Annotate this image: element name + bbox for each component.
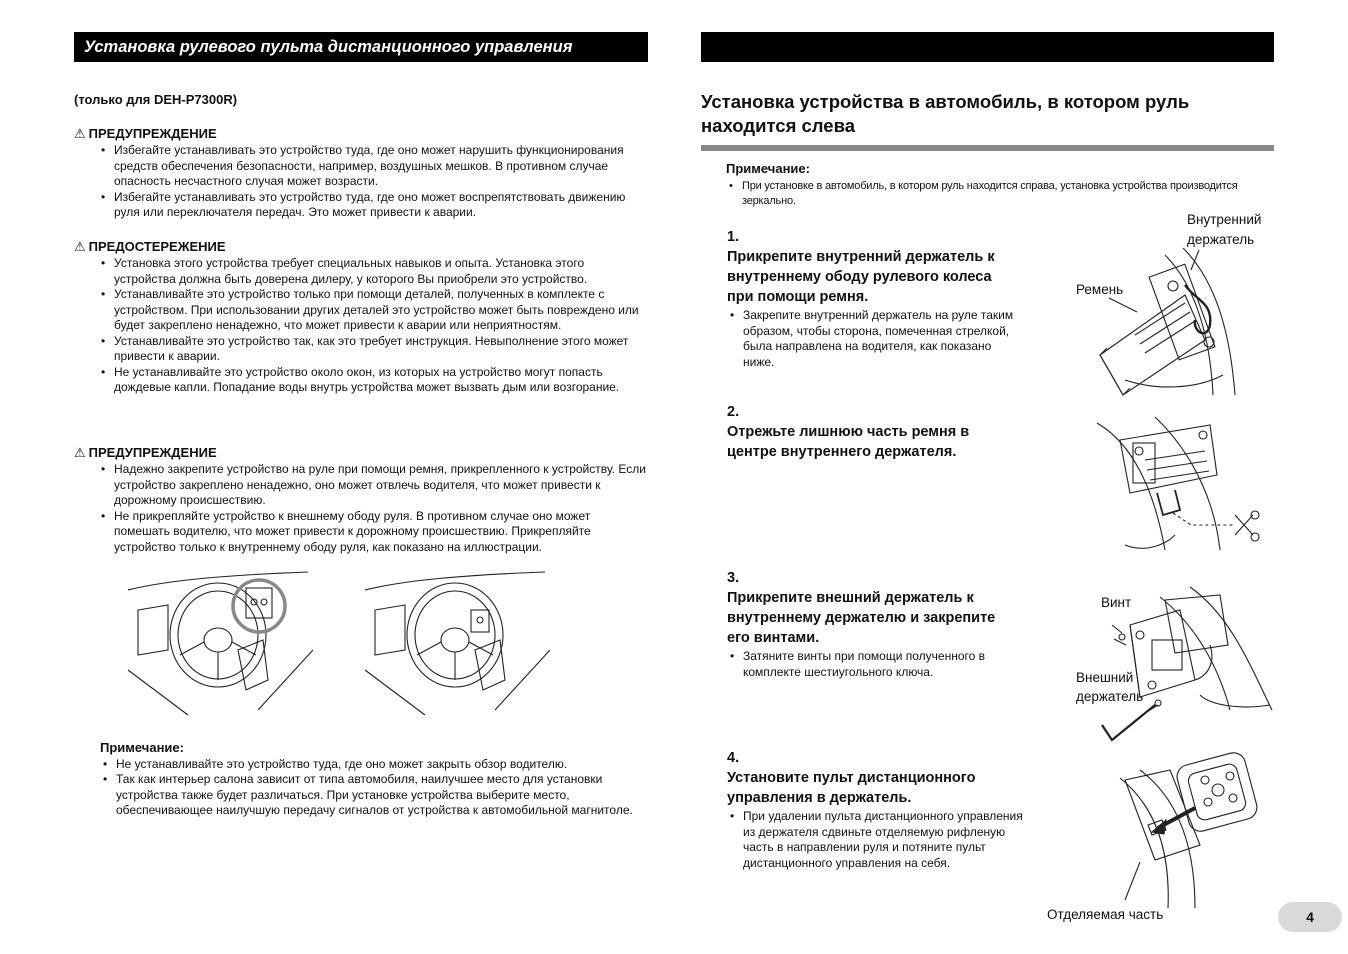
label-strap: Ремень — [1076, 282, 1124, 297]
step-number: 2. — [727, 404, 740, 420]
warning-title-1: ПРЕДУПРЕЖДЕНИЕ — [88, 126, 217, 141]
list-item: • Устанавливайте это устройство так, как это требует инструкция. Невыполнение этого может привести к аварии. — [98, 334, 648, 365]
warning-title-2: ПРЕДУПРЕЖДЕНИЕ — [88, 445, 217, 460]
list-item: • Так как интерьер салона зависит от типа автомобиля, наилучшее место для установки устройства также будет различаться. При установке устройства выберите место, обеспечивающее наилучшую передачу сигналов от устройства к автомобильной магнитоле. — [100, 772, 648, 819]
list-item: • Не устанавливайте это устройство туда, где оно может закрыть обзор водителю. — [100, 757, 648, 773]
label-detachable-part: Отделяемая часть — [1047, 907, 1164, 922]
list-item: • Избегайте устанавливать это устройство туда, где оно может воспрепятствовать движению руля или переключателя передач. Это может привести к аварии. — [98, 190, 648, 221]
step-title: Установите пульт дистанционного управления в держатель. — [727, 770, 976, 806]
right-note-block — [726, 161, 1274, 210]
list-item: • Не устанавливайте это устройство около окон, из которых на устройство могут попасть дождевые капли. Попадание воды внутрь устройства может вызвать дым или возгорание. — [98, 365, 648, 396]
step-title: Отрежьте лишнюю часть ремня в центре внутреннего держателя. — [727, 424, 970, 460]
warning-triangle-icon: ⚠ — [74, 239, 86, 254]
left-header-bar — [74, 32, 648, 62]
step-number: 3. — [727, 570, 740, 586]
inner-holder-strap-figure — [1095, 240, 1255, 400]
only-for-model: (только для DEH-P7300R) — [74, 92, 238, 107]
step-title: Прикрепите внешний держатель к внутреннему держателю и закрепите его винтами. — [727, 590, 996, 646]
left-header-title: Установка рулевого пульта дистанционного управления — [84, 38, 573, 56]
warning-block-2 — [74, 445, 648, 555]
list-item: • Затяните винты при помощи полученного в комплекте шестиугольного ключа. — [727, 649, 1021, 680]
step-2 — [701, 402, 1021, 462]
label-screw: Винт — [1101, 595, 1132, 610]
list-item: • Закрепите внутренний держатель на руле таким образом, чтобы сторона, помеченная стрелкой, была направлена на водителя, как показано ниже. — [727, 308, 1021, 370]
page-number-badge: 4 — [1278, 902, 1342, 932]
list-item: • При удалении пульта дистанционного управления из держателя сдвиньте отделяемую рифленую часть в направлении руля и потяните пульт дистанционного управления на себя. — [727, 809, 1025, 871]
steering-wheel-illustration-alt — [365, 570, 555, 720]
label-inner-holder: Внутренний держатель — [1187, 212, 1262, 247]
step-title: Прикрепите внутренний держатель к внутреннему ободу рулевого колеса при помощи ремня. — [727, 249, 995, 305]
label-outer-holder: Внешний держатель — [1076, 670, 1144, 704]
list-item: • Не прикрепляйте устройство к внешнему ободу руля. В противном случае оно может помешать водителю, что может привести к дорожному происшествию. Прикрепляйте устройство только к внутреннему ободу руля, как показано на иллюстрации. — [98, 509, 648, 556]
outer-holder-screws-figure — [1100, 585, 1275, 750]
left-note-title: Примечание: — [100, 740, 184, 755]
warning-triangle-icon: ⚠ — [74, 126, 86, 141]
list-item: • Установка этого устройства требует специальных навыков и опыта. Установка этого устройства должна быть доверена дилеру, у которого Вы приобрели это устройство. — [98, 256, 648, 287]
list-item: • При установке в автомобиль, в котором руль находится справа, установка устройства производится зеркально. — [726, 179, 1274, 210]
step-number: 4. — [727, 750, 740, 766]
step-1 — [701, 227, 1021, 370]
step-3 — [701, 568, 1021, 680]
left-note-block — [100, 740, 648, 819]
caution-block — [74, 239, 648, 396]
warning-triangle-icon: ⚠ — [74, 445, 86, 460]
caution-title: ПРЕДОСТЕРЕЖЕНИЕ — [88, 239, 226, 254]
list-item: • Устанавливайте это устройство только при помощи деталей, полученных в комплекте с устройством. При использовании других деталей это устройство может быть повреждено или будет закреплено ненадежно, что может привести к аварии или неприятностям. — [98, 287, 648, 334]
right-note-title: Примечание: — [726, 161, 810, 176]
section-rule — [701, 145, 1274, 151]
section-title: Установка устройства в автомобиль, в котором руль находится слева — [701, 91, 1190, 136]
step-number: 1. — [727, 229, 740, 245]
list-item: • Избегайте устанавливать это устройство туда, где оно может нарушить функционирования средств обеспечения безопасности, например, воздушных мешков. В противном случае опасность несчастного случая может возрасти. — [98, 143, 648, 190]
steering-wheel-illustration-ok — [128, 570, 318, 720]
cut-strap-figure — [1095, 415, 1265, 555]
right-header-bar — [701, 32, 1274, 62]
list-item: • Надежно закрепите устройство на руле при помощи ремня, прикрепленного к устройству. Если устройство закреплено ненадежно, оно может отвлечь водителя, что может привести к дорожному происшествию. — [98, 462, 648, 509]
remote-in-holder-figure — [1100, 750, 1275, 910]
step-4 — [701, 748, 1025, 871]
warning-block-1 — [74, 126, 648, 221]
